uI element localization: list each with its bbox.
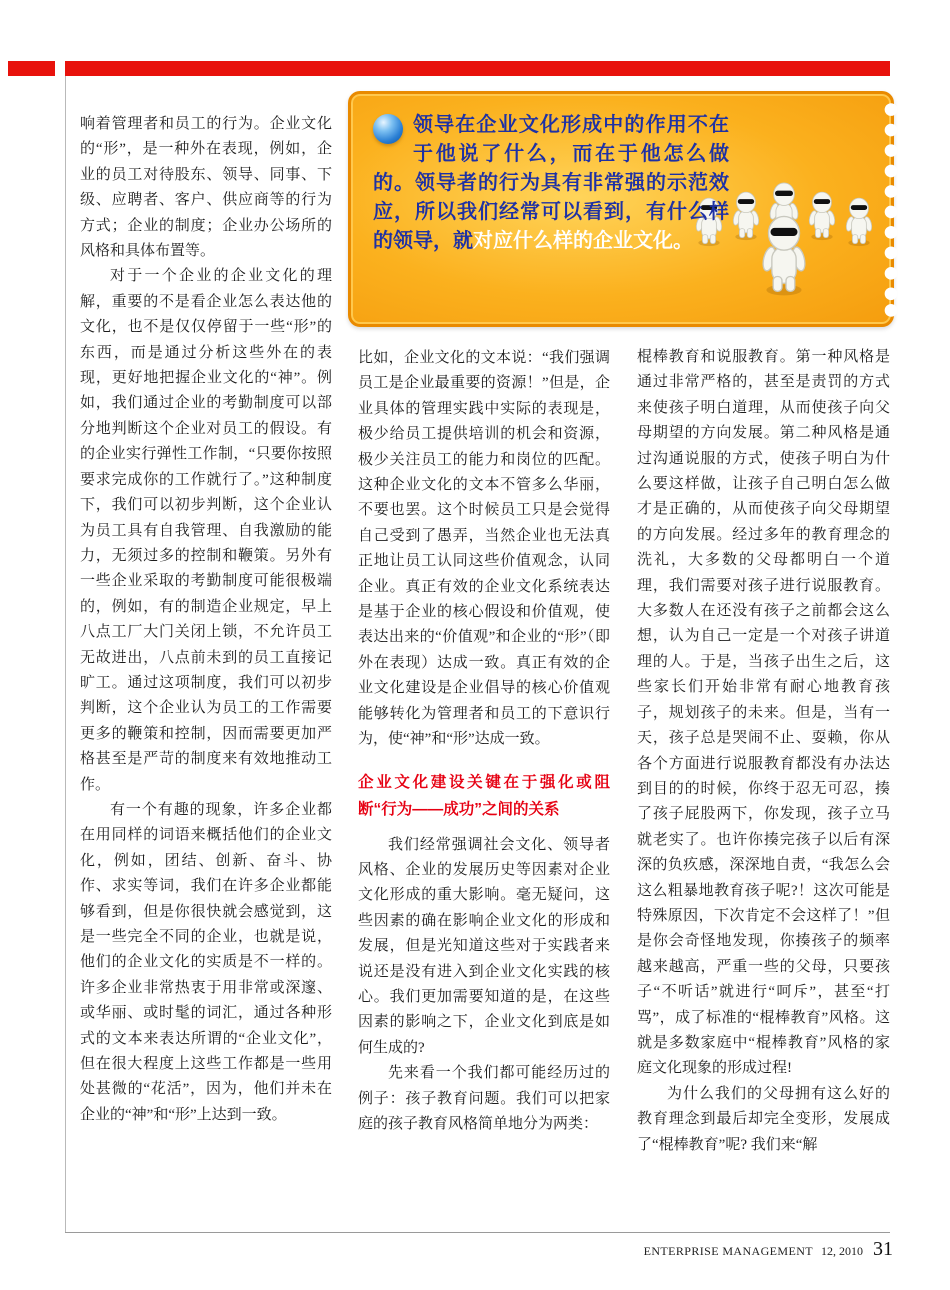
callout-text <box>373 111 729 256</box>
section-heading: 企业文化建设关键在于强化或阻断“行为——成功”之间的关系 <box>358 773 610 818</box>
column-middle <box>358 346 610 1137</box>
footer <box>644 1238 893 1261</box>
red-corner-block <box>8 61 55 76</box>
footer-page-number: 31 <box>873 1238 893 1260</box>
footer-issue: 12, 2010 <box>821 1244 863 1258</box>
top-red-bar <box>65 61 890 76</box>
callout-main-text: 领导在企业文化形成中的作用不在于他说了什么，而在于他怎么做的。领导者的行为具有非常强的示范效应，所以我们经常可以看到，有什么样的领导，就 <box>373 114 729 252</box>
paragraph: 为什么我们的父母拥有这么好的教育理念到最后却完全变形，发展成了“棍棒教育”呢? 我们来“解 <box>637 1085 890 1153</box>
paragraph: 响着管理者和员工的行为。企业文化的“形”，是一种外在表现，例如，企业的员工对待股东、领导、同事、下级、应聘者、客户、供应商等的行为方式；企业的制度；企业办公场所的风格和具体布置等。 <box>80 116 332 260</box>
scallop-edge-decoration <box>882 94 900 324</box>
callout-highlight-text: 对应什么样的企业文化。 <box>473 230 693 252</box>
paragraph: 比如，企业文化的文本说：“我们强调员工是企业最重要的资源！”但是，企业具体的管理实践中实际的表现是，极少给员工提供培训的机会和资源，极少关注员工的能力和岗位的匹配。这种企业文化的文本不管多么华丽，不要也罢。这个时候员工只是会觉得自己受到了愚弄，当然企业也无法真正地让员工认同这些价值观念，认同企业。真正有效的企业文化系统表达是基于企业的核心假设和价值观，使表达出来的“价值观”和企业的“形”（即外在表现）达成一致。真正有效的企业文化建设是企业倡导的核心价值观能够转化为管理者和员工的下意识行为，使“神”和“形”达成一致。 <box>358 350 610 748</box>
column-left <box>80 112 332 1128</box>
leader-quote-callout <box>348 91 894 327</box>
footer-journal-name: ENTERPRISE MANAGEMENT <box>643 1244 813 1258</box>
paragraph: 棍棒教育和说服教育。第一种风格是通过非常严格的，甚至是责罚的方式来使孩子明白道理，从而使孩子向父母期望的方向发展。第二种风格是通过沟通说服的方式，使孩子明白为什么要这样做，让孩子自己明白怎么做才是正确的，从而使孩子向父母期望的方向发展。经过多年的教育理念的洗礼，大多数的父母都明白一个道理，我们需要对孩子进行说服教育。大多数人在还没有孩子之前都会这么想，认为自己一定是一个对孩子讲道理的人。于是，当孩子出生之后，这些家长们开始非常有耐心地教育孩子，规划孩子的未来。但是，当有一天，孩子总是哭闹不止、耍赖，你从各个方面进行说服教育都没有办法达到目的的时候，你终于忍无可忍，揍了孩子屁股两下，你发现，孩子立马就老实了。也许你揍完孩子以后有深深的负疚感，深深地自责，“我怎么会这么粗暴地教育孩子呢?！这次可能是特殊原因，下次肯定不会这样了！”但是你会奇怪地发现，你揍孩子的频率越来越高，严重一些的父母，只要孩子“不听话”就进行“呵斥”，甚至“打骂”，成了标准的“棍棒教育”风格。这就是多数家庭中“棍棒教育”风格的家庭文化现象的形成过程! <box>637 349 890 1077</box>
blue-sphere-icon <box>373 114 403 144</box>
paragraph: 对于一个企业的企业文化的理解，重要的不是看企业怎么表达他的文化，也不是仅仅停留于一些“形”的东西，而是通过分析这些外在的表现，更好地把握企业文化的“神”。例如，我们通过企业的考勤制度可以部分地判断这个企业对员工的假设。有的企业实行弹性工作制，“只要你按照要求完成你的工作就行了。”这种制度下，我们可以初步判断，这个企业认为员工具有自我管理、自我激励的能力，无须过多的控制和鞭策。另外有一些企业采取的考勤制度可能很极端的，例如，有的制造企业规定，早上八点工厂大门关闭上锁，不允许员工无故进出，八点前未到的员工直接记旷工。通过这项制度，我们可以初步判断，这个企业认为员工的工作需要更多的鞭策和控制，因而需要更加严格甚至是严苛的制度来有效地推动工作。 <box>80 268 332 793</box>
paragraph: 先来看一个我们都可能经历过的例子：孩子教育问题。我们可以把家庭的孩子教育风格简单地分为两类： <box>358 1065 610 1132</box>
left-vertical-rule <box>65 76 66 1233</box>
paragraph: 我们经常强调社会文化、领导者风格、企业的发展历史等因素对企业文化形成的重大影响。毫无疑问，这些因素的确在影响企业文化的形成和发展，但是光知道这些对于实践者来说还是没有进入到企业文化实践的核心。我们更加需要知道的是，在这些因素的影响之下，企业文化到底是如何生成的? <box>358 836 610 1056</box>
bottom-rule <box>65 1232 890 1233</box>
column-right <box>637 345 890 1158</box>
paragraph: 有一个有趣的现象，许多企业都在用同样的词语来概括他们的企业文化，例如，团结、创新、奋斗、协作、求实等词，我们在许多企业都能够看到，但是你很快就会感觉到，这是一些完全不同的企业，也就是说，他们的企业文化的实质是不一样的。许多企业非常热衷于用非常或深邃、或华丽、或时髦的词汇，通过各种形式的文本来表达所谓的“企业文化”，但在很大程度上这些工作都是一些用处甚微的“花活”，因为，他们并未在企业的“神”和“形”上达到一致。 <box>80 801 332 1123</box>
